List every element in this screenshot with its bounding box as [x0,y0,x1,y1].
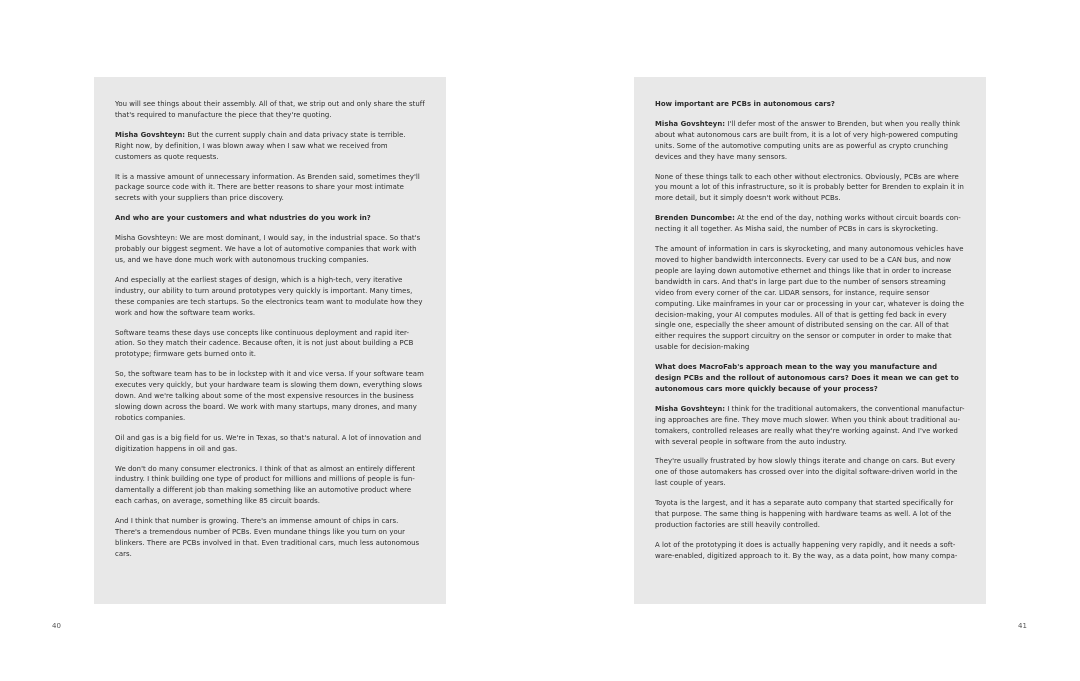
paragraph-text: So, the software team has to be in lockstep with it and vice versa. If your software team executes very quickly, but your hardware team is slowing them down, everything slows down. And we're talking about some of the most expensive resources in the business slowing down across the board. We work with many startups, many drones, and many robotics companies. [115,370,424,422]
paragraph [655,213,965,235]
speaker-name: Misha Govshteyn: [655,404,726,413]
paragraph [115,433,425,455]
paragraph-text: How important are PCBs in autonomous cars? [655,100,835,108]
paragraph-text: And especially at the earliest stages of design, which is a high-tech, very iterative industry, our ability to turn around prototypes very quickly is important. Many times, these companies are tech startups. So the electronics team want to modulate how they work and how the software team works. [115,275,423,317]
paragraph-text: And I think that number is growing. There's an immense amount of chips in cars. There's a tremendous number of PCBs. Even mundane things like you turn on your blinkers. There are PCBs involved in that. Even traditional cars, much less autonomous cars. [115,517,420,558]
interview-question [655,362,965,395]
paragraph [655,456,965,489]
paragraph-text: It is a massive amount of unnecessary information. As Brenden said, sometimes they'll package source code with it. There are better reasons to share your most intimate secrets with your suppliers than price discovery. [115,172,420,203]
paragraph-text: I'll defer most of the answer to Brenden, but when you really think about what autonomous cars are built from, it is a lot of very high-powered computing units. Some of the automotive computing units are as powerful as crypto crunching devices and they have many sensors. [655,119,961,161]
paragraph [115,172,425,205]
paragraph-text: But the current supply chain and data privacy state is terrible. Right now, by definition, I was blown away when I saw what we received from customers as quote requests. [115,130,406,161]
paragraph-text: Toyota is the largest, and it has a separate auto company that started specifically for that purpose. The same thing is happening with hardware teams as well. A lot of the production factories are still heavily controlled. [655,499,954,529]
paragraph [655,172,965,205]
paragraph [655,244,965,353]
paragraph-text: A lot of the prototyping it does is actually happening very rapidly, and it needs a soft-ware-enabled, digitized approach to it. By the way, as a data point, how many compa- [655,540,958,560]
paragraph-text: At the end of the day, nothing works without circuit boards con-necting it all together. As Misha said, the number of PCBs in cars is skyrocketing. [655,214,961,234]
speaker-name: Misha Govshteyn: [115,130,186,139]
right-page-panel [634,77,986,604]
paragraph [115,130,425,163]
page-number-left: 40 [52,622,61,630]
paragraph [655,404,965,448]
speaker-name: Brenden Duncombe: [655,214,735,223]
paragraph [115,99,425,121]
paragraph-text: The amount of information in cars is skyrocketing, and many autonomous vehicles have moved to higher bandwidth interconnects. Every car used to be a CAN bus, and now people are laying down automotive ethernet and things like that in order to increase bandwidth in cars. And that's in large part due to the number of sensors streaming video from every corner of the car. LIDAR sensors, for instance, require sensor computing. Like mainframes in your car or processing in your car, whatever is doing the decision-making, your AI computes modules. All of that is getting fed back in every single one, especially the sheer amount of distributed sensing on the car. All of that either requires the support circuitry on the sensor or computer in order to make that usable for decision-making [655,245,964,352]
paragraph [655,540,965,562]
paragraph-text: And who are your customers and what ndustries do you work in? [115,214,371,223]
paragraph-text: None of these things talk to each other without electronics. Obviously, PCBs are where you mount a lot of this infrastructure, so it is probably better for Brenden to explain it in more detail, but it simply doesn't work without PCBs. [655,172,964,203]
paragraph-text: What does MacroFab's approach mean to the way you manufacture and design PCBs and the rollout of autonomous cars? Does it mean we can get to autonomous cars more quickly because of your process? [655,363,959,393]
interview-question [115,213,425,224]
paragraph-text: I think for the traditional automakers, the conventional manufactur-ing approaches are fine. They move much slower. When you think about traditional au-tomakers, controlled releases are really what they're working against. And I've worked with several people in software from the auto industry. [655,404,965,446]
paragraph [655,119,965,163]
paragraph-text: You will see things about their assembly. All of that, we strip out and only share the stuff that's required to manufacture the piece that they're quoting. [115,100,425,119]
paragraph [115,464,425,508]
paragraph-text: We don't do many consumer electronics. I think of that as almost an entirely different industry. I think building one type of product for millions and millions of people is fun-damentally a different job than making something like an automotive product where each carhas, on average, something like 85 circuit boards. [115,464,416,506]
paragraph [115,233,425,266]
page-number-right: 41 [1018,622,1027,630]
paragraph-text: Misha Govshteyn: We are most dominant, I would say, in the industrial space. So that's probably our biggest segment. We have a lot of automotive companies that work with us, and we have done much work with autonomous trucking companies. [115,234,421,264]
paragraph [115,516,425,560]
interview-question [655,99,965,110]
speaker-name: Misha Govshteyn: [655,119,726,128]
paragraph [115,275,425,319]
paragraph-text: Oil and gas is a big field for us. We're in Texas, so that's natural. A lot of innovation and digitization happens in oil and gas. [115,433,422,453]
paragraph [115,369,425,424]
paragraph-text: They're usually frustrated by how slowly things iterate and change on cars. But every one of those automakers has crossed over into the digital software-driven world in the last couple of years. [655,457,958,488]
paragraph [655,498,965,531]
paragraph [115,328,425,361]
paragraph-text: Software teams these days use concepts like continuous deployment and rapid iter-ation. So they match their cadence. Because often, it is not just about building a PCB prototype; firmware gets burned onto it. [115,328,414,359]
left-page-panel [94,77,446,604]
